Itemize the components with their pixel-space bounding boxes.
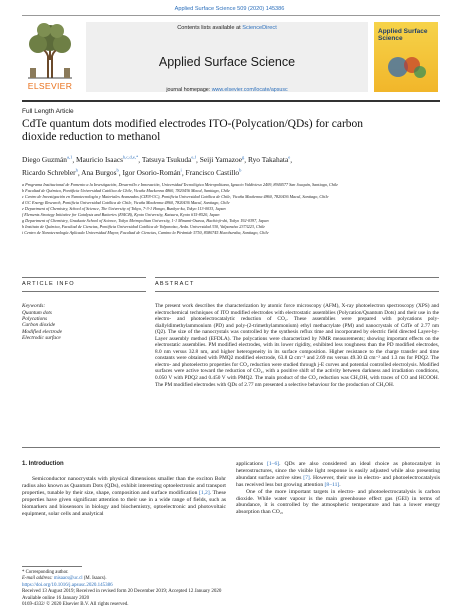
keyword: Electrodic surface xyxy=(22,334,61,341)
affiliation: f Elements Strategy Initiative for Catalysts and Batteries (ESICB), Kyoto University, Katsura, Kyoto 615-8520, Japan xyxy=(22,212,220,217)
article-type: Full Length Article xyxy=(22,108,74,115)
affiliation: a Programa Institucional de Fomento a la Investigación, Desarrollo e Innovación, Universidad Tecnológica Metropolitana, Ignacio Valdivieso 2409, 8940577 San Joaquín, Santiago, Chile xyxy=(22,182,339,187)
citation-link[interactable]: [7] xyxy=(303,474,310,481)
author[interactable]: Ricardo Schrebler$^h$ xyxy=(22,167,78,178)
citation-link[interactable]: [1–6] xyxy=(267,461,280,467)
author[interactable]: Mauricio Isaacs$^{b,c,d,e,*}$ xyxy=(76,155,139,165)
author[interactable]: Tatsuya Tsukuda$^{e,f}$ xyxy=(141,155,196,165)
article-info-heading: ARTICLE INFO xyxy=(22,281,75,287)
cover-title: Applied Surface Science xyxy=(378,28,428,42)
publisher-name[interactable]: ELSEVIER xyxy=(27,81,73,91)
affiliation: g Department of Chemistry, Graduate School of Science, Tokyo Metropolitan University, 1-1 Minami-Osawa, Hachioji-shi, Tokyo 192-0397, Japan xyxy=(22,218,269,223)
paper-title: CdTe quantum dots modified electrodes ITO-(Polycation/QDs) for carbon dioxide reduction to methanol xyxy=(22,118,364,143)
abstract-heading: ABSTRACT xyxy=(155,281,195,287)
affiliation: h Instituto de Química, Facultad de Ciencias, Pontificia Universidad Católica de Valparaíso, Avda. Universidad 330, Valparaíso 2373223, Chile xyxy=(22,224,266,229)
author[interactable]: Igor Osorio-Román$^i$ xyxy=(122,167,182,178)
article-info-rule-top xyxy=(22,277,146,278)
author-list: Diego Guzmán$^{a,1}$, Mauricio Isaacs$^{b,c,d,e,*}$, Tatsuya Tsukuda$^{e,f}$, Seiji Yamazoe$^g$, Ryo Takahata$^e$, Ricardo Schrebler$^h$, Ana Burgos$^b$, Igor Osorio-Román$^i$, Francisco Castillo$^b$ xyxy=(22,155,293,178)
journal-homepage-line: journal homepage: www.elsevier.com/locate/apsusc xyxy=(166,87,288,93)
affiliation: c Centro de Investigación en Nanotecnología y Materiales Avanzados (CIEN-UC), Pontificia Universidad Católica de Chile, Vicuña Mackenna 4860, 7820436 Macul, Santiago, Chile xyxy=(22,194,329,199)
journal-reference[interactable]: Applied Surface Science 509 (2020) 145386 xyxy=(174,6,285,12)
article-footer: https://doi.org/10.1016/j.apsusc.2020.145386 Received 13 August 2019; Received in revised form 20 December 2019; Accepted 12 January 2020 Available online 16 January 2020 0169-4332/ © 2020 Elsevier B.V. All rights reserved. xyxy=(22,583,442,608)
article-info-rule xyxy=(22,291,146,292)
abstract-rule-top xyxy=(155,277,439,278)
affiliation: b Facultad de Química, Pontificia Universidad Católica de Chile, Vicuña Mackenna 4860, 7820436 Macul, Santiago, Chile xyxy=(22,188,230,193)
citation-link[interactable]: [8–11] xyxy=(324,481,340,488)
elsevier-tree-logo xyxy=(22,20,78,80)
cover-figure-icon xyxy=(382,52,430,82)
homepage-link[interactable]: www.elsevier.com/locate/apsusc xyxy=(211,87,288,93)
affiliation: i Centro de Nanotecnología Aplicada Universidad Mayor, Facultad de Ciencias, Camino la Pirámide 5750, 8580745 Huechuraba, Santiago, Chile xyxy=(22,230,269,235)
author[interactable]: Diego Guzmán$^{a,1}$ xyxy=(22,155,73,165)
keyword: Modified electrode xyxy=(22,328,62,335)
affiliation: e Department of Chemistry, School of Science, The University of Tokyo, 7-3-1 Hongo, Bunkyo-ku, Tokyo 113-0033, Japan xyxy=(22,206,226,211)
author[interactable]: Ana Burgos$^b$ xyxy=(81,167,119,178)
affiliation-list xyxy=(22,182,442,236)
abstract-rule xyxy=(155,291,439,292)
footnote-rule xyxy=(22,566,82,567)
keywords-label: Keywords: xyxy=(22,303,46,309)
abstract-bottom-rule xyxy=(22,447,440,448)
email-link[interactable]: misaacs@uc.cl xyxy=(53,576,83,581)
keyword: Quantum dots xyxy=(22,310,52,316)
citation-link[interactable]: [1,2] xyxy=(198,489,210,496)
footnotes: * Corresponding author. E-mail address: misaacs@uc.cl (M. Isaacs). xyxy=(22,570,107,581)
body-column-left: Semiconductor nanocrystals with physical dimensions smaller than the exciton Bohr radius also known as Quantum Dots (QDs), exhibit interesting optoelectronic and transport properties, tunable by their size, shape, composition and surface modification [1,2]. These properties have given significant attention to their use in a wide range of fields, such as biomarkers and biosensors in biology and biochemistry, optoelectronic and photovoltaic equipment, solar cells and analytical xyxy=(22,476,226,517)
affiliation: d UC Energy Research, Pontificia Universidad Católica de Chile, Vicuña Mackenna 4860, 7820436 Macul, Santiago, Chile xyxy=(22,200,230,205)
sciencedirect-link[interactable]: ScienceDirect xyxy=(242,25,277,31)
keyword: Carbon dioxide xyxy=(22,322,56,329)
section-heading-introduction: 1. Introduction xyxy=(22,461,64,467)
author[interactable]: Ryo Takahata$^e$ xyxy=(247,155,291,165)
abstract-body: The present work describes the characterization by atomic force microscopy (AFM), X-ray photoelectron spectroscopy (XPS) and electrochemical techniques of ITO modified electrodes with electrostatic assemblies (Polycation/Quantum Dots) and their use in the electro- and photoelectrocatalytic reduction of CO₂. These assemblies were prepared with polycations poly-diallyldimethylammonium (PD) and poly-(2-trimethylammonium) ethyl methacrylate (PM) and nanocrystals of CdTe of 2.77 nm (Q2). The size of the nanocrystals was controlled by the synthesis reflux time and incorporated by electric field directed Layer-by-Layer assembly method (EFDLA). The polycations were characterized by NMR measurements; showing important effects on the electrostatic assemblies. PM modified electrodes, with its lower rigidity, exhibited less roughness than the PD modified electrodes, 8.0 nm versus 32.8 nm, and higher heterogeneity in its surface composition. Higher resistance to the charge transfer and time constants were obtained with PMQ2 modified electrode, 63.8 Ω cm⁻² and 2.69 ms versus 49.30 Ω cm⁻² and 1.3 ms for PDQ2. The electro- and photoelectro properties for CO₂ reduction were studied through j-E curves and potential controlled electrolysis. Modified surfaces were active toward the reduction of CO₂, with a positive shift of the activity between darkness and irradiation conditions, 0.050 V with PDQ2 and 0.450 V with PMQ2. The main product of the CO₂ reduction was CH₃OH, with traces of CO and HCOOH. The PM modified electrodes with QDs of 2.77 nm presented a selective behaviour for the production of CH₃OH. xyxy=(155,303,439,388)
body-column-right: applications [1–6]. QDs are also considered an ideal choice as photocatalyst in heterostructures, since the visible light response is easily adjusted while also presenting abundant surface active sites [7]. However, their use in electro- and photoelectrocatalysis has received less but growing attention [8–11]. One of the more important targets in electro- and photoelectrocatalysis is carbon dioxide. While water vapour is the main greenhouse effect gas (GEI) in terms of abundance, it is controlled by the atmospheric temperature and has a lower energy absorption than CO₂, xyxy=(236,461,441,516)
contents-line: Contents lists available at ScienceDirect xyxy=(177,25,277,31)
author[interactable]: Seiji Yamazoe$^g$ xyxy=(199,155,245,165)
journal-title: Applied Surface Science xyxy=(158,55,296,69)
doi-link[interactable]: https://doi.org/10.1016/j.apsusc.2020.145386 xyxy=(22,583,113,588)
keyword: Polycations xyxy=(22,316,48,323)
keyword-list xyxy=(22,310,62,341)
author[interactable]: Francisco Castillo$^b$ xyxy=(185,167,242,178)
